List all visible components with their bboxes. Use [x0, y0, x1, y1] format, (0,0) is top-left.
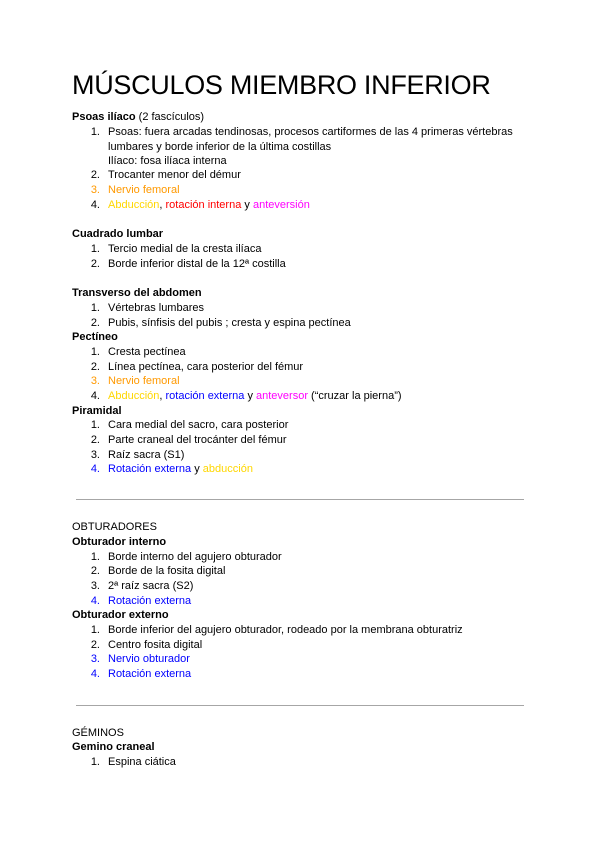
horizontal-rule: [76, 705, 524, 706]
list-item-actions: [108, 198, 310, 212]
list-number: 1.: [90, 302, 100, 314]
list-item-nerve: Nervio obturador: [108, 653, 190, 665]
list-item: Borde inferior distal de la 12ª costilla: [108, 258, 286, 270]
action-anteversion: anteversión: [252, 199, 310, 211]
list-item: Centro fosita digital: [108, 639, 203, 651]
list-number: 1.: [90, 419, 100, 431]
list-number: 1.: [90, 624, 100, 636]
list-item: Parte craneal del trocánter del fémur: [108, 434, 287, 446]
muscle-name: Psoas ilíaco: [72, 111, 136, 123]
muscle-heading-pectineo: Pectíneo: [72, 331, 118, 343]
separator: y: [241, 199, 253, 211]
list-item: Trocanter menor del démur: [108, 169, 241, 181]
muscle-heading-obturador-interno: Obturador interno: [72, 536, 167, 548]
action-rotacion-externa: rotación externa: [165, 390, 245, 402]
muscle-heading-obturador-externo: Obturador externo: [72, 609, 169, 621]
list-number: 2.: [90, 258, 100, 270]
action-abduccion: abducción: [202, 463, 253, 475]
section-heading-geminos: GÉMINOS: [72, 727, 124, 739]
list-number: 2.: [90, 361, 100, 373]
list-number: 2.: [90, 169, 100, 181]
list-item-action: Rotación externa: [108, 595, 192, 607]
list-number: 3.: [90, 653, 100, 665]
separator: ,: [159, 199, 166, 211]
list-item: Pubis, sínfisis del pubis ; cresta y espina pectínea: [108, 317, 351, 329]
page-title: MÚSCULOS MIEMBRO INFERIOR: [72, 70, 491, 100]
list-item-actions: [108, 462, 253, 476]
muscle-heading-cuadrado-lumbar: Cuadrado lumbar: [72, 228, 164, 240]
list-item: Vértebras lumbares: [108, 302, 204, 314]
muscle-heading-transverso: Transverso del abdomen: [72, 287, 202, 299]
list-number: 4.: [90, 463, 100, 475]
muscle-heading-piramidal: Piramidal: [72, 405, 122, 417]
list-item: Tercio medial de la cresta ilíaca: [108, 243, 262, 255]
list-item-continuation: Ilíaco: fosa ilíaca interna: [108, 155, 227, 167]
list-number: 1.: [90, 126, 100, 138]
action-rotacion-interna: rotación interna: [165, 199, 242, 211]
list-number: 4.: [90, 390, 100, 402]
list-item: Borde inferior del agujero obturador, rodeado por la membrana obturatriz: [108, 624, 463, 636]
list-number: 2.: [90, 565, 100, 577]
list-number: 3.: [90, 184, 100, 196]
section-heading-obturadores: OBTURADORES: [72, 521, 157, 533]
action-abduccion: Abducción: [108, 390, 160, 402]
list-item: Borde interno del agujero obturador: [108, 551, 282, 563]
list-number: 1.: [90, 243, 100, 255]
separator: y: [191, 463, 203, 475]
list-item: Borde de la fosita digital: [108, 565, 226, 577]
list-number: 3.: [90, 580, 100, 592]
muscle-heading-psoas: [72, 110, 204, 124]
list-number: 4.: [90, 668, 100, 680]
action-anteversor: anteversor: [256, 390, 308, 402]
list-item-actions: [108, 389, 402, 403]
horizontal-rule: [76, 499, 524, 500]
separator: ,: [159, 390, 166, 402]
list-number: 1.: [90, 551, 100, 563]
list-number: 2.: [90, 639, 100, 651]
action-abduccion: Abducción: [108, 199, 160, 211]
list-item: Línea pectínea, cara posterior del fémur: [108, 361, 304, 373]
list-number: 2.: [90, 434, 100, 446]
muscle-heading-gemino-craneal: Gemino craneal: [72, 741, 155, 753]
list-number: 1.: [90, 756, 100, 768]
list-item: Cresta pectínea: [108, 346, 186, 358]
action-note: (“cruzar la pierna”): [308, 390, 402, 402]
list-number: 2.: [90, 317, 100, 329]
list-number: 4.: [90, 199, 100, 211]
list-item-action: Rotación externa: [108, 668, 192, 680]
separator: y: [244, 390, 257, 402]
list-item: Raíz sacra (S1): [108, 449, 185, 461]
list-item: Psoas: fuera arcadas tendinosas, procesos cartiformes de las 4 primeras vértebras: [108, 126, 513, 138]
list-number: 4.: [90, 595, 100, 607]
list-number: 3.: [90, 375, 100, 387]
list-item: Espina ciática: [108, 756, 176, 768]
list-number: 1.: [90, 346, 100, 358]
action-rotacion-externa: Rotación externa: [108, 463, 192, 475]
list-item: Cara medial del sacro, cara posterior: [108, 419, 289, 431]
list-number: 3.: [90, 449, 100, 461]
list-item-nerve: Nervio femoral: [108, 184, 180, 196]
list-item: 2ª raíz sacra (S2): [108, 580, 194, 592]
muscle-note: (2 fascículos): [135, 111, 205, 123]
list-item-nerve: Nervio femoral: [108, 375, 180, 387]
list-item-continuation: lumbares y borde inferior de la última costillas: [108, 141, 332, 153]
